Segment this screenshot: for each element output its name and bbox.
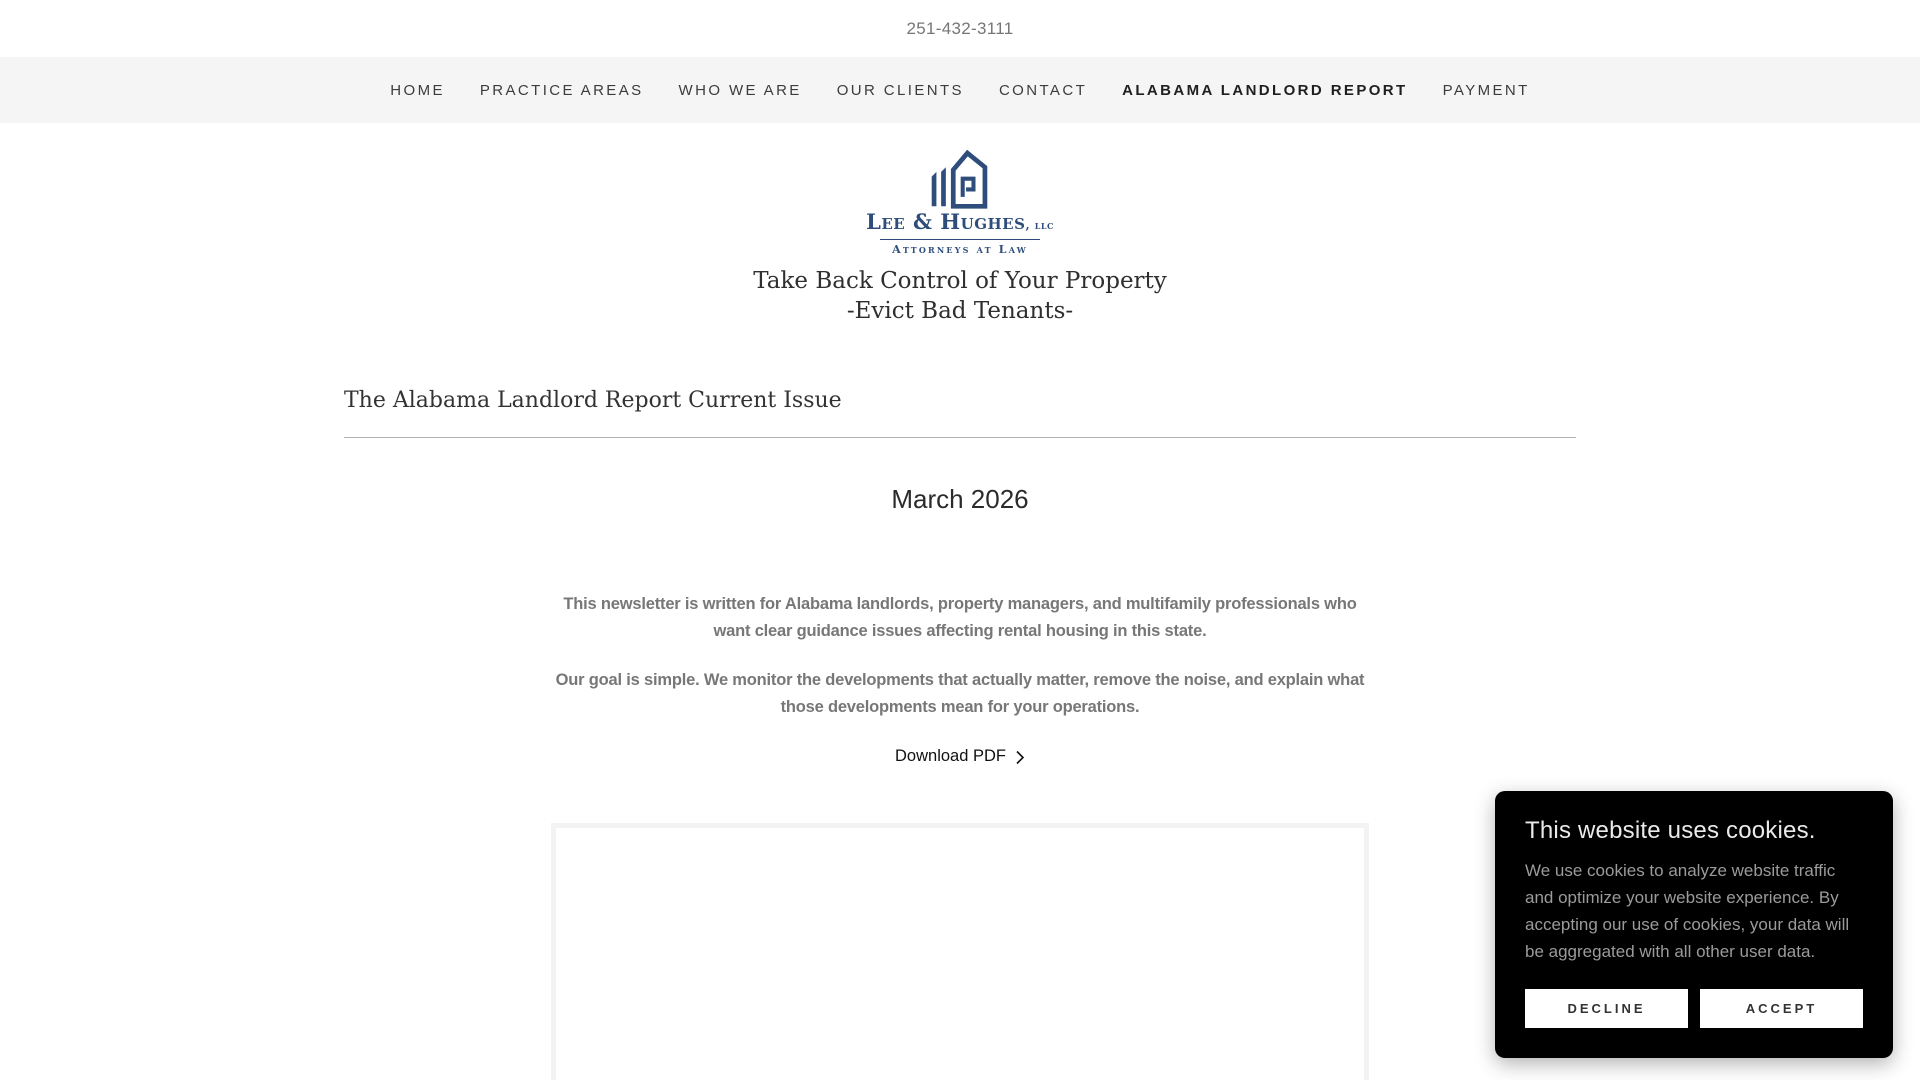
nav-item-home[interactable]: HOME — [390, 81, 445, 99]
cookie-consent-dialog — [1495, 791, 1893, 1058]
section-title: The Alabama Landlord Report Current Issue — [344, 388, 1576, 438]
accept-button[interactable]: ACCEPT — [1700, 989, 1863, 1028]
hero-tagline — [0, 266, 1920, 326]
pdf-viewer-frame — [551, 823, 1369, 1080]
cookie-title: This website uses cookies. — [1525, 817, 1816, 844]
issue-title: March 2026 — [891, 484, 1029, 514]
logo-suffix-text: , llc — [1025, 218, 1054, 232]
nav-item-alabama-landlord-report[interactable]: ALABAMA LANDLORD REPORT — [1122, 81, 1408, 99]
chevron-right-icon — [1015, 750, 1025, 765]
decline-button[interactable]: DECLINE — [1525, 989, 1688, 1028]
intro-paragraph-1: This newsletter is written for Alabama landlords, property managers, and multifamily professionals who want clear guidance issues affecting rental housing in this state. — [563, 595, 1357, 640]
nav-item-practice-areas[interactable]: PRACTICE AREAS — [479, 81, 644, 99]
current-issue-section — [344, 388, 1576, 1080]
logo-divider — [880, 239, 1040, 240]
phone-number: 251-432-3111 — [906, 18, 1014, 38]
download-pdf-link[interactable] — [344, 747, 1576, 766]
nav-item-who-we-are[interactable]: WHO WE ARE — [678, 81, 802, 99]
lee-hughes-house-monogram-icon — [926, 147, 994, 209]
download-pdf-label: Download PDF — [895, 747, 1006, 765]
intro-paragraph-2: Our goal is simple. We monitor the developments that actually matter, remove the noise, and explain what those developments mean for your operations. — [555, 671, 1365, 716]
hero-tagline-line1: Take Back Control of Your Property — [753, 268, 1167, 294]
cookie-message: We use cookies to analyze website traffic and optimize your website experience. By accepting our use of cookies, your data will be aggregated with all other user data. — [1525, 861, 1850, 961]
nav-item-payment[interactable]: PAYMENT — [1442, 81, 1530, 99]
nav-item-our-clients[interactable]: OUR CLIENTS — [836, 81, 964, 99]
cookie-buttons-row — [1525, 989, 1863, 1028]
logo-name-text: Lee & Hughes — [866, 209, 1026, 234]
site-logo[interactable] — [0, 147, 1920, 256]
logo-tagline: Attorneys at Law — [892, 243, 1028, 256]
nav-item-contact[interactable]: CONTACT — [998, 81, 1088, 99]
top-phone-bar — [0, 0, 1920, 57]
logo-name — [866, 211, 1054, 236]
main-navigation — [0, 57, 1920, 123]
hero-tagline-line2: -Evict Bad Tenants- — [846, 298, 1074, 324]
